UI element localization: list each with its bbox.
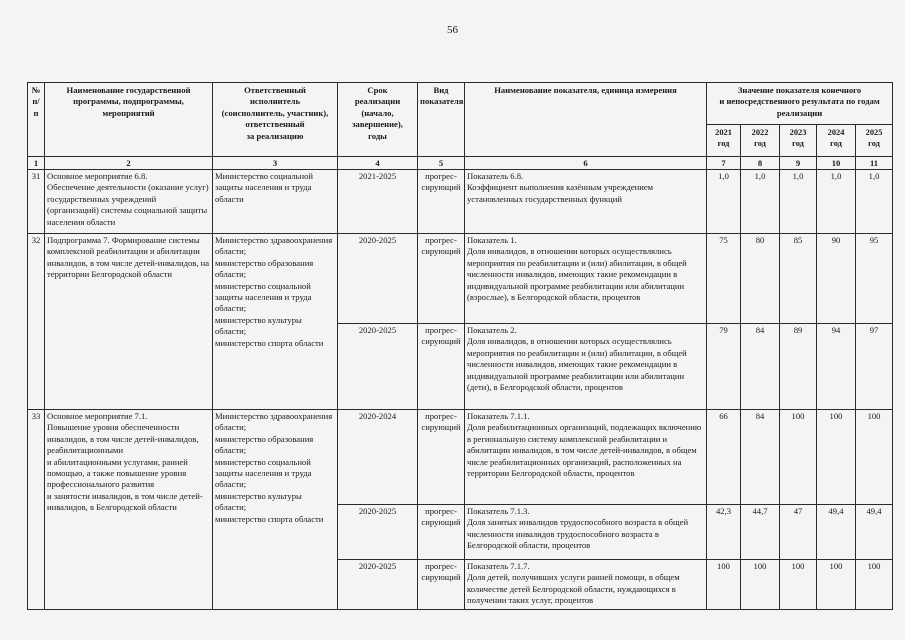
value-2023: 85: [780, 234, 817, 324]
indicator-name: Показатель 6.8. Коэффициент выполнения казённым учреждением установленных государственных функций: [465, 170, 707, 234]
header-values-group: Значение показателя конечного и непосредственного результата по годам реализации: [707, 83, 893, 125]
indicator-kind: прогрес- сирующий: [418, 324, 465, 410]
column-number: 6: [465, 157, 707, 170]
indicator-name: Показатель 7.1.1. Доля реабилитационных организаций, подлежащих включению в региональную систему комплексной реабилитации и абилитации инвалидов, в том числе детей-инвалидов, в общем числе реабилитационных организаций, расположенных на территории Белгородской области, процентов: [465, 410, 707, 505]
indicator-name: Показатель 7.1.3. Доля занятых инвалидов трудоспособного возраста в общей численности инвалидов трудоспособного возраста в Белгородской области, процентов: [465, 505, 707, 560]
row-number: 33: [28, 410, 45, 610]
value-2022: 44,7: [741, 505, 780, 560]
page-number: 56: [447, 24, 458, 36]
value-2022: 80: [741, 234, 780, 324]
column-number: 2: [45, 157, 213, 170]
value-2024: 1,0: [817, 170, 856, 234]
row-number: 31: [28, 170, 45, 234]
implementation-term: 2020-2025: [338, 324, 418, 410]
header-kind: Вид показателя: [418, 83, 465, 157]
column-number: 1: [28, 157, 45, 170]
value-2025: 95: [856, 234, 893, 324]
value-2024: 100: [817, 560, 856, 610]
header-indicator: Наименование показателя, единица измерения: [465, 83, 707, 157]
value-2025: 49,4: [856, 505, 893, 560]
value-2024: 90: [817, 234, 856, 324]
responsible-executor: Министерство социальной защиты населения и труда области: [213, 170, 338, 234]
value-2025: 100: [856, 410, 893, 505]
value-2022: 84: [741, 324, 780, 410]
column-number: 4: [338, 157, 418, 170]
header-responsible: Ответственный исполнитель (соисполнитель, участник), ответственный за реализацию: [213, 83, 338, 157]
column-number: 11: [856, 157, 893, 170]
value-2023: 1,0: [780, 170, 817, 234]
value-2021: 1,0: [707, 170, 741, 234]
value-2025: 1,0: [856, 170, 893, 234]
column-number: 7: [707, 157, 741, 170]
header-year-2025: 2025 год: [856, 125, 893, 157]
value-2024: 49,4: [817, 505, 856, 560]
program-name: Основное мероприятие 7.1. Повышение уровня обеспеченности инвалидов, в том числе детей-инвалидов, реабилитационными и абилитационными услугами, ранней помощью, а также повышение уровня профессионального развития и занятости инвалидов, в том числе детей-инвалидов, в Белгородской области: [45, 410, 213, 610]
implementation-term: 2020-2025: [338, 234, 418, 324]
implementation-term: 2020-2025: [338, 560, 418, 610]
value-2023: 47: [780, 505, 817, 560]
header-year-2022: 2022 год: [741, 125, 780, 157]
indicator-kind: прогрес- сирующий: [418, 560, 465, 610]
table-row: [28, 410, 893, 505]
indicator-name: Показатель 1. Доля инвалидов, в отношении которых осуществлялись мероприятия по реабилитации и (или) абилитации, в общей численности инвалидов, имеющих такие рекомендации в индивидуальной программе реабилитации или абилитации (взрослые), в Белгородской области, процентов: [465, 234, 707, 324]
table-row: [28, 234, 893, 324]
value-2023: 89: [780, 324, 817, 410]
header-term: Срок реализации (начало, завершение), годы: [338, 83, 418, 157]
column-number: 9: [780, 157, 817, 170]
column-number: 10: [817, 157, 856, 170]
value-2024: 100: [817, 410, 856, 505]
value-2021: 79: [707, 324, 741, 410]
indicator-kind: прогрес- сирующий: [418, 234, 465, 324]
value-2022: 100: [741, 560, 780, 610]
implementation-term: 2021-2025: [338, 170, 418, 234]
value-2025: 100: [856, 560, 893, 610]
value-2022: 84: [741, 410, 780, 505]
implementation-term: 2020-2025: [338, 505, 418, 560]
value-2021: 100: [707, 560, 741, 610]
responsible-executor: Министерство здравоохранения области; министерство образования области; министерство социальной защиты населения и труда области; министерство культуры области; министерство спорта области: [213, 410, 338, 610]
indicator-kind: прогрес- сирующий: [418, 170, 465, 234]
header-year-2024: 2024 год: [817, 125, 856, 157]
indicator-name: Показатель 7.1.7. Доля детей, получивших услуги ранней помощи, в общем количестве детей Белгородской области, нуждающихся в получении таких услуг, процентов: [465, 560, 707, 610]
value-2025: 97: [856, 324, 893, 410]
value-2024: 94: [817, 324, 856, 410]
header-num: № п/п: [28, 83, 45, 157]
value-2021: 75: [707, 234, 741, 324]
responsible-executor: Министерство здравоохранения области; министерство образования области; министерство социальной защиты населения и труда области; министерство культуры области; министерство спорта области: [213, 234, 338, 410]
value-2022: 1,0: [741, 170, 780, 234]
implementation-term: 2020-2024: [338, 410, 418, 505]
indicator-name: Показатель 2. Доля инвалидов, в отношении которых осуществлялись мероприятия по реабилитации и (или) абилитации, в общей численности инвалидов, имеющих такие рекомендации в индивидуальной программе реабилитации или абилитации (дети), в Белгородской области, процентов: [465, 324, 707, 410]
column-number: 5: [418, 157, 465, 170]
header-year-2021: 2021 год: [707, 125, 741, 157]
value-2023: 100: [780, 560, 817, 610]
value-2023: 100: [780, 410, 817, 505]
program-indicators-table: [27, 82, 893, 610]
header-name: Наименование государственной программы, подпрограммы, мероприятий: [45, 83, 213, 157]
column-number: 8: [741, 157, 780, 170]
row-number: 32: [28, 234, 45, 410]
value-2021: 66: [707, 410, 741, 505]
column-number: 3: [213, 157, 338, 170]
value-2021: 42,3: [707, 505, 741, 560]
header-year-2023: 2023 год: [780, 125, 817, 157]
program-name: Подпрограмма 7. Формирование системы комплексной реабилитации и абилитации инвалидов, в том числе детей-инвалидов, на территории Белгородской области: [45, 234, 213, 410]
column-number-row: [28, 157, 893, 170]
program-name: Основное мероприятие 6.8. Обеспечение деятельности (оказание услуг) государственных учреждений (организаций) системы социальной защиты населения области: [45, 170, 213, 234]
indicator-kind: прогрес- сирующий: [418, 505, 465, 560]
indicator-kind: прогрес- сирующий: [418, 410, 465, 505]
table-row: [28, 170, 893, 234]
